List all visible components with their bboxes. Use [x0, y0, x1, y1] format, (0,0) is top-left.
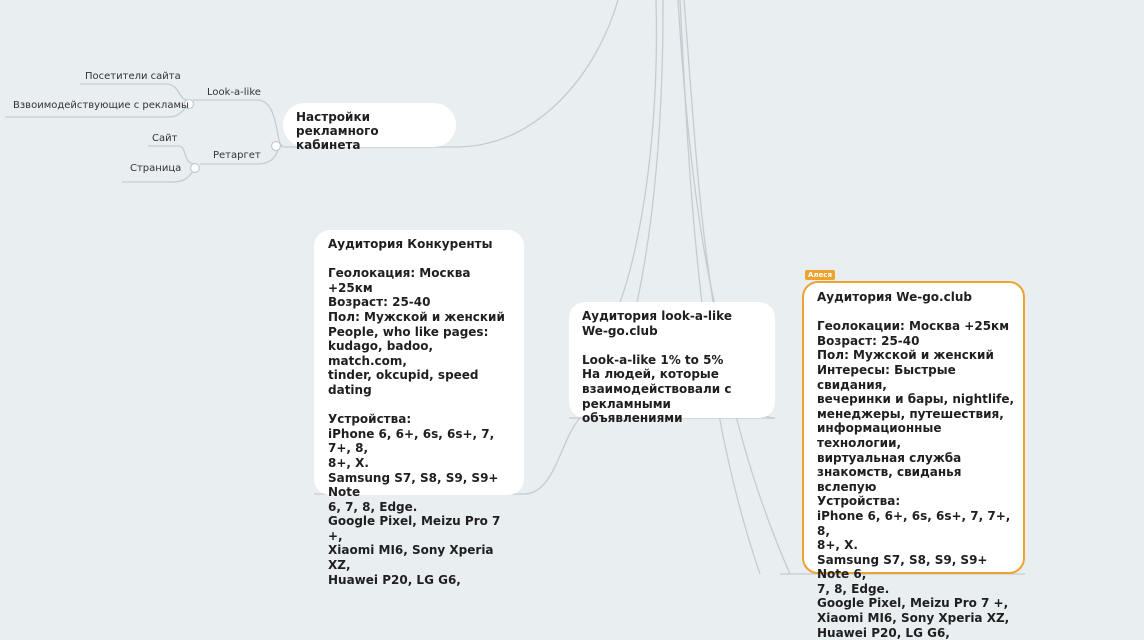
wego-line: 7, 8, Edge.: [817, 581, 890, 596]
connector-root-settings: [456, 0, 618, 147]
competitors-line: Пол: Мужской и женский: [328, 309, 505, 324]
branch-retarget-label[interactable]: Ретаргет: [213, 150, 261, 161]
connector-root-lookalike: [620, 0, 656, 302]
node-settings-title-line1: Настройки рекламного: [296, 110, 379, 138]
competitors-line: Google Pixel, Meizu Pro 7 +,: [328, 514, 501, 543]
competitors-line: tinder, okcupid, speed dating: [328, 368, 479, 397]
lookalike-line: Аудитория look-a-like: [582, 309, 732, 323]
connector-lookalike-item1: [80, 84, 188, 100]
wego-line: Samsung S7, S8, S9, S9+ Note 6,: [817, 552, 988, 582]
node-audience-competitors[interactable]: [314, 230, 524, 587]
wego-line: Интересы: Быстрые свидания,: [817, 362, 956, 392]
connector-retarget-item1: [148, 146, 195, 164]
lookalike-line: взаимодействовали с: [582, 381, 732, 396]
wego-line: виртуальная служба: [817, 450, 962, 465]
wego-line: Устройства:: [817, 494, 901, 509]
owner-tag: Алеся: [805, 270, 835, 280]
wego-line: Аудитория We-go.club: [817, 290, 972, 304]
leaf-ad-interactions[interactable]: Взвоимодействующие с рекламы: [13, 100, 189, 111]
leaf-site[interactable]: Сайт: [152, 133, 178, 144]
leaf-page[interactable]: Страница: [130, 163, 182, 174]
competitors-line: iPhone 6, 6+, 6s, 6s+, 7, 7+, 8,: [328, 426, 495, 456]
wego-line: Возраст: 25-40: [817, 333, 920, 348]
competitors-line: Samsung S7, S8, S9, S9+ Note: [328, 470, 499, 500]
competitors-line: Возраст: 25-40: [328, 295, 431, 310]
wego-line: 8+, X.: [817, 538, 858, 553]
lookalike-line: Look-a-like 1% to 5%: [582, 352, 724, 367]
competitors-line: kudago, badoo, match.com,: [328, 339, 434, 368]
competitors-line: Xiaomi MI6, Sony Xperia XZ,: [328, 543, 494, 573]
competitors-line: Аудитория Конкуренты: [328, 237, 493, 251]
branch-lookalike-label[interactable]: Look-a-like: [207, 87, 261, 98]
connector-root-wego-a: [680, 0, 760, 574]
wego-line: Пол: Мужской и женский: [817, 348, 994, 363]
competitors-line: Геолокация: Москва +25км: [328, 266, 471, 295]
lookalike-line: рекламными объявлениями: [582, 396, 683, 426]
competitors-line: 6, 7, 8, Edge.: [328, 499, 418, 514]
node-audience-lookalike[interactable]: [569, 302, 775, 426]
competitors-line: 8+, X.: [328, 455, 369, 470]
competitors-line: Устройства:: [328, 412, 412, 427]
wego-line: знакомств, свиданья вслепую: [817, 465, 962, 494]
node-ad-cabinet-settings[interactable]: [283, 103, 456, 152]
lookalike-line: На людей, которые: [582, 367, 719, 382]
wego-line: менеджеры, путешествия,: [817, 406, 1004, 421]
wego-line: Huawei P20, LG G6,: [817, 625, 950, 640]
lookalike-line: We-go.club: [582, 323, 658, 338]
connector-settings-lookalike: [193, 100, 283, 146]
wego-line: Xiaomi MI6, Sony Xperia XZ,: [817, 611, 1010, 626]
wego-line: Google Pixel, Meizu Pro 7 +,: [817, 596, 1009, 611]
wego-line: iPhone 6, 6+, 6s, 6s+, 7, 7+, 8,: [817, 508, 1011, 538]
leaf-site-visitors[interactable]: Посетители сайта: [85, 71, 181, 82]
wego-line: вечеринки и бары, nightlife,: [817, 392, 1015, 407]
node-settings-title-line2: кабинета: [296, 138, 361, 152]
collapse-toggle-retarget: [191, 164, 200, 173]
node-audience-wego-selected[interactable]: [802, 281, 1025, 640]
collapse-toggle-settings: [272, 142, 281, 151]
competitors-line: People, who like pages:: [328, 324, 489, 339]
wego-line: информационные технологии,: [817, 421, 942, 450]
wego-line: Геолокации: Москва +25км: [817, 319, 1010, 334]
competitors-line: Huawei P20, LG G6,: [328, 572, 461, 587]
